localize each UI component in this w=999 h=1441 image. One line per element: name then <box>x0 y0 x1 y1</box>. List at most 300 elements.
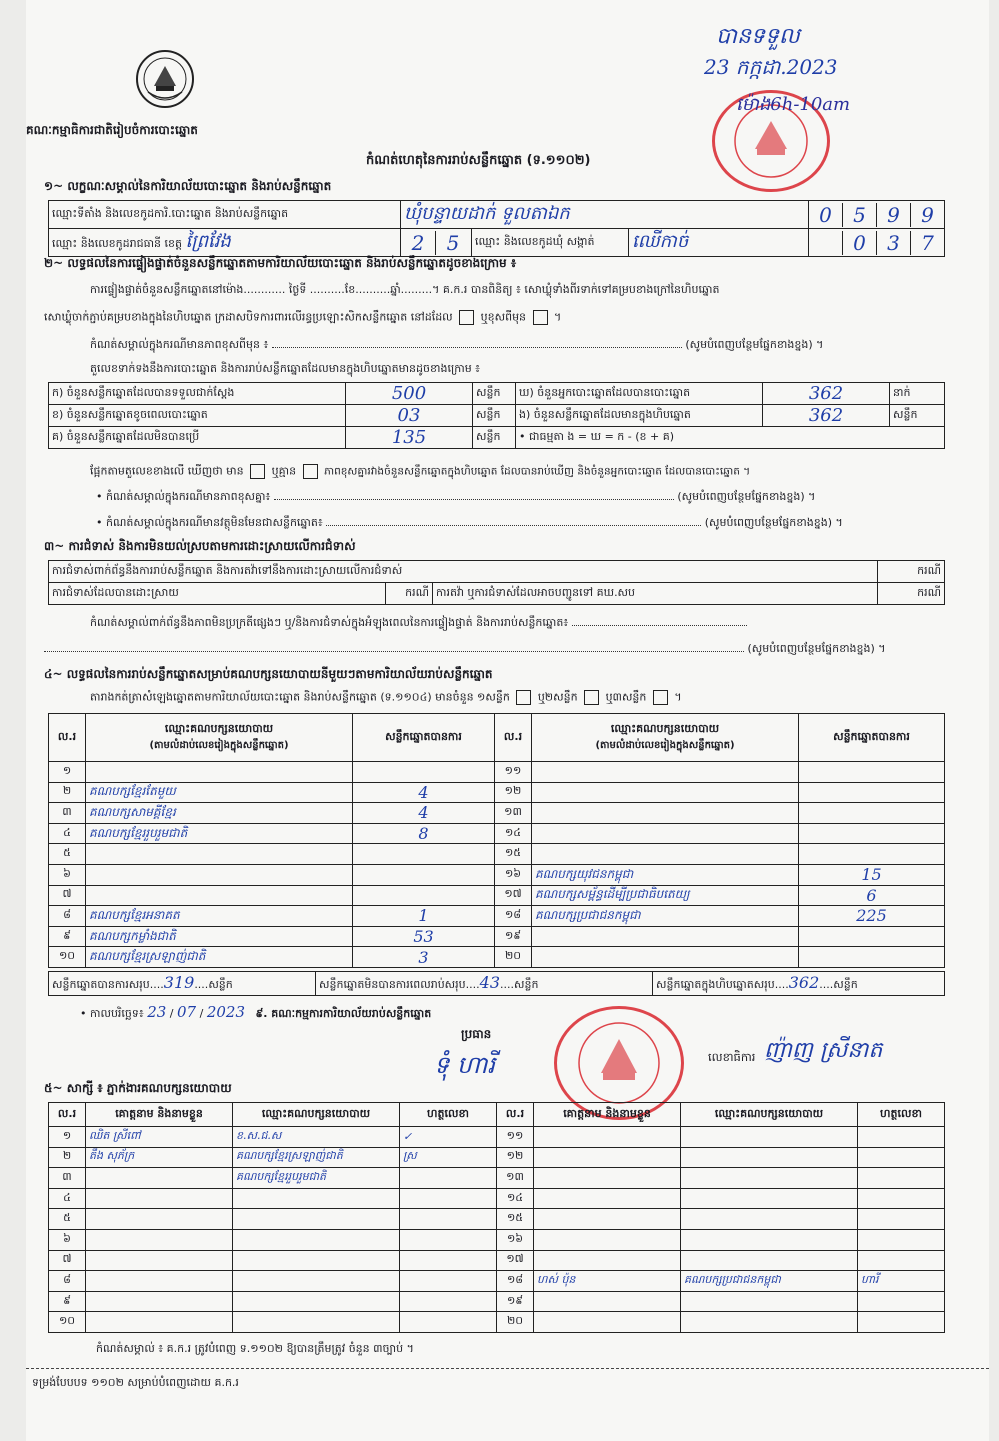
two-sheets-checkbox[interactable] <box>584 690 599 705</box>
party-name: គណបក្សខ្មែររួបរួមជាតិ <box>86 823 353 844</box>
party-name <box>532 844 799 865</box>
case-label: ករណី <box>878 583 945 605</box>
witness-name <box>534 1147 681 1168</box>
row-number: ១១ <box>495 762 532 783</box>
irregularity-field2[interactable] <box>44 651 744 652</box>
one-sheet-checkbox[interactable] <box>516 690 531 705</box>
irregularity-note-label: កំណត់សម្គាល់ពាក់ព័ន្ធនឹងភាពមិនប្រក្រតីផ្សេងៗ ឬ/និងការជំទាស់ក្នុងអំឡុងពេលនៃការផ្ទៀងផ្ទាត់ និងការរាប់សន្លឹកឆ្នោត៖ <box>90 616 569 629</box>
row-number: ៨ <box>49 906 86 927</box>
section2-heading: ២~ លទ្ធផលនៃការផ្ទៀងផ្ទាត់ចំនួនសន្លឹកឆ្នោតតាមការិយាល័យបោះឆ្នោត និងរាប់សន្លឹកឆ្នោតដូចខាងក្រោម ៖ <box>44 256 517 270</box>
vote-count <box>799 947 945 968</box>
vote-count: 225 <box>799 906 945 927</box>
witness-party <box>681 1250 858 1271</box>
witness-party <box>681 1229 858 1250</box>
col-signature: ហត្ថលេខា <box>858 1103 945 1127</box>
witness-table <box>48 1102 945 1333</box>
date-line: • កាលបរិច្ឆេទ៖ 23 / 07 / 2023 ៩. គណៈកម្មការការិយាល័យរាប់សន្លឹកឆ្នោត <box>80 1003 432 1021</box>
compare-line <box>90 464 750 481</box>
figure-e-value <box>763 405 890 427</box>
bullet2-label: • កំណត់សម្គាល់ក្នុងករណីមានវត្ថុមិនមែនជាសន្លឹកឆ្នោត៖ <box>96 516 323 529</box>
vote-count <box>353 885 495 906</box>
table-row <box>49 823 945 844</box>
code-digit: 0 <box>809 203 843 227</box>
witness-signature <box>858 1250 945 1271</box>
difference-note <box>90 338 823 354</box>
witness-signature <box>400 1188 497 1209</box>
witness-signature <box>400 1250 497 1271</box>
witness-party <box>681 1312 858 1333</box>
col-party: ឈ្មោះគណបក្សនយោបាយ <box>681 1103 858 1127</box>
three-sheets-checkbox[interactable] <box>653 690 668 705</box>
witness-signature <box>400 1271 497 1292</box>
witness-name <box>534 1168 681 1189</box>
row-number: ១២ <box>495 782 532 803</box>
appeal-label: ការតវ៉ា ឬការជំទាស់ដែលអាចបញ្ជូនទៅ គឃ.សប <box>433 583 878 605</box>
no-difference-label: ឬគ្មាន <box>271 464 297 478</box>
row-number: ៨ <box>49 1271 86 1292</box>
row-number: ១ <box>49 762 86 783</box>
col-no: ល.រ <box>495 714 532 762</box>
station-name <box>401 201 809 229</box>
table-row <box>49 1291 945 1312</box>
witness-name <box>86 1312 233 1333</box>
table-row <box>49 926 945 947</box>
table-row <box>49 1312 945 1333</box>
results-intro-text: តារាងកត់ត្រាសំឡេងឆ្នោតតាមការិយាល័យបោះឆ្នោត និងរាប់សន្លឹកឆ្នោត (ទ.១១០៤) មានចំនួន ១សន្លឹក <box>90 690 510 704</box>
figure-d-unit: នាក់ <box>890 383 945 405</box>
table-row <box>49 885 945 906</box>
bullet-nonballot <box>96 516 843 532</box>
witness-signature <box>400 1209 497 1230</box>
col-votes: សន្លឹកឆ្នោតបានការ <box>799 714 945 762</box>
col-party <box>86 714 353 762</box>
figure-b-unit: សន្លឹក <box>473 405 516 427</box>
row-number: ១៩ <box>497 1291 534 1312</box>
total-valid-label: សន្លឹកឆ្នោតបានការសរុប <box>52 978 150 991</box>
row-number: ១៥ <box>495 844 532 865</box>
witness-party <box>233 1250 400 1271</box>
witness-party <box>233 1209 400 1230</box>
witness-signature <box>400 1291 497 1312</box>
vote-count <box>799 823 945 844</box>
changed-label: ឬខុសពីមុន <box>480 310 527 324</box>
row-number: ១៤ <box>495 823 532 844</box>
row-number: ១៨ <box>495 906 532 927</box>
col-name: គោត្តនាម និងនាមខ្លួន <box>86 1103 233 1127</box>
col-signature: ហត្ថលេខា <box>400 1103 497 1127</box>
total-valid: សន្លឹកឆ្នោតបានការសរុប....319....សន្លឹក <box>49 972 316 996</box>
irregularity-note <box>90 616 747 632</box>
bullet-difference <box>96 490 815 506</box>
col-votes: សន្លឹកឆ្នោតបានការ <box>353 714 495 762</box>
changed-checkbox[interactable] <box>533 310 548 325</box>
date-month: 07 <box>177 1003 197 1021</box>
commune-value <box>629 229 809 257</box>
total-box-label: សន្លឹកឆ្នោតក្នុងហិបឆ្នោតសរុប <box>656 978 775 991</box>
bullet1-field[interactable] <box>274 499 674 500</box>
row-number: ១២ <box>497 1147 534 1168</box>
row-number: ៦ <box>49 1229 86 1250</box>
vote-count <box>799 762 945 783</box>
table-row <box>49 1271 945 1292</box>
witness-name <box>86 1291 233 1312</box>
total-invalid-value: 43 <box>479 973 500 992</box>
witness-party <box>681 1127 858 1148</box>
total-invalid: សន្លឹកឆ្នោតមិនបានការពេលរាប់សរុប....43....សន្លឹក <box>316 972 653 996</box>
row-number: ១៦ <box>495 864 532 885</box>
nec-emblem-icon <box>134 48 196 110</box>
witness-signature <box>858 1209 945 1230</box>
difference-note-field[interactable] <box>272 347 682 348</box>
witness-party <box>233 1291 400 1312</box>
witness-name: ឈិត ស្រីពៅ <box>86 1127 233 1148</box>
section5-heading: ៥~ សាក្សី ៖ ភ្នាក់ងារគណបក្សនយោបាយ <box>44 1081 232 1095</box>
witness-party <box>233 1312 400 1333</box>
fill-back-note: (សូមបំពេញបន្ថែមផ្នែកខាងខ្នង) ។ <box>704 516 843 529</box>
figure-b-label: ខ) ចំនួនសន្លឹកឆ្នោតខូចពេលបោះឆ្នោត <box>49 405 346 427</box>
row-number: ២ <box>49 782 86 803</box>
total-box: សន្លឹកឆ្នោតក្នុងហិបឆ្នោតសរុប....362....សន្លឹក <box>653 972 945 996</box>
witness-party: គណបក្សខ្មែររួបរួមជាតិ <box>233 1168 400 1189</box>
witness-party <box>681 1291 858 1312</box>
verification-line2-text: សោឃ្លុំចាក់ភ្ជាប់គម្របខាងក្នុងនៃហិបឆ្នោត ក្រដាសបិទការពារលើរន្ធប្រឡោះសិកសន្លឹកឆ្នោត នៅដដែល <box>44 310 453 324</box>
witness-party: គណបក្សប្រជាជនកម្ពុជា <box>681 1271 858 1292</box>
witness-party <box>681 1147 858 1168</box>
unit: សន្លឹក <box>833 978 858 991</box>
form-page <box>26 0 989 1441</box>
three-sheets-label: ឬ៣សន្លឹក <box>605 690 647 704</box>
date-day: 23 <box>147 1003 167 1021</box>
witness-party: គណបក្សខ្មែរស្រឡាញ់ជាតិ <box>233 1147 400 1168</box>
col-no: ល.រ <box>497 1103 534 1127</box>
figure-c-unit: សន្លឹក <box>473 427 516 449</box>
chair-signature: ទុំ ហារី <box>434 1051 495 1079</box>
compare-label: ផ្អែកតាមតួលេខខាងលើ ឃើញថា មាន <box>90 464 244 478</box>
witness-name <box>86 1168 233 1189</box>
row-number: ១៦ <box>497 1229 534 1250</box>
table-row <box>49 1229 945 1250</box>
table-row <box>49 1188 945 1209</box>
party-name <box>86 864 353 885</box>
figure-e-number: 362 <box>808 405 844 426</box>
table-row <box>49 1168 945 1189</box>
org-name: គណៈកម្មាធិការជាតិរៀបចំការបោះឆ្នោត <box>26 123 198 137</box>
party-name: គណបក្សយុវជនកម្ពុជា <box>532 864 799 885</box>
witness-name: តឹង សុភ័ក្រ <box>86 1147 233 1168</box>
code-digit: 9 <box>921 202 934 227</box>
witness-name <box>534 1250 681 1271</box>
col-no: ល.រ <box>49 714 86 762</box>
totals-table <box>48 971 945 996</box>
code-digit: 5 <box>446 230 460 255</box>
results-intro: តារាងកត់ត្រាសំឡេងឆ្នោតតាមការិយាល័យបោះឆ្នោត និងរាប់សន្លឹកឆ្នោត (ទ.១១០៤) មានចំនួន ១សន្លឹក ឬ២សន្លឹក ឬ៣សន្លឹក ។ <box>90 690 682 704</box>
no-difference-checkbox[interactable] <box>303 464 318 479</box>
witness-party <box>233 1271 400 1292</box>
row-number: ២០ <box>495 947 532 968</box>
vote-count <box>799 803 945 824</box>
witness-signature <box>858 1127 945 1148</box>
party-name <box>86 844 353 865</box>
witness-party <box>681 1188 858 1209</box>
verification-line2: សោឃ្លុំចាក់ភ្ជាប់គម្របខាងក្នុងនៃហិបឆ្នោត ក្រដាសបិទការពារលើរន្ធប្រឡោះសិកសន្លឹកឆ្នោត នៅដដែល ឬខុសពីមុន ។ <box>44 310 562 324</box>
has-difference-checkbox[interactable] <box>250 464 265 479</box>
row-number: ៥ <box>49 844 86 865</box>
witness-signature <box>400 1168 497 1189</box>
vote-count: 4 <box>353 803 495 824</box>
province-value: ព្រៃវែង <box>185 231 231 252</box>
row-number: ៤ <box>49 823 86 844</box>
complaints-row1: ការជំទាស់ពាក់ព័ន្ធនឹងការរាប់សន្លឹកឆ្នោត និងការតវ៉ាទៅនឹងការដោះស្រាយលើការជំទាស់ <box>49 561 878 583</box>
witness-signature <box>858 1229 945 1250</box>
vote-count <box>799 782 945 803</box>
col-party-title: ឈ្មោះគណបក្សនយោបាយ <box>164 722 274 735</box>
formula-text: ជាធម្មតា ង = ឃ = ក - (ខ + គ) <box>529 429 674 443</box>
witness-party: ខ.ស.ជ.ស <box>233 1127 400 1148</box>
commune-code <box>809 229 945 257</box>
table-row <box>49 864 945 885</box>
party-results-table <box>48 713 945 968</box>
irregularity-note-field[interactable] <box>572 625 747 626</box>
table-row <box>49 1250 945 1271</box>
footer-text: ទម្រង់បែបបទ ១១០២ សម្រាប់បំពេញដោយ គ.ក.រ <box>32 1376 239 1389</box>
table-row <box>49 844 945 865</box>
row-number: ៧ <box>49 885 86 906</box>
ballot-figures-table <box>48 382 945 449</box>
row-number: ១ <box>49 1127 86 1148</box>
row-number: ១៨ <box>497 1271 534 1292</box>
witness-name <box>534 1188 681 1209</box>
witness-name: ហស់ ប៉ុន <box>534 1271 681 1292</box>
bullet2-field[interactable] <box>326 525 701 526</box>
party-name: គណបក្សសាមគ្គីខ្មែរ <box>86 803 353 824</box>
fill-back-note: (សូមបំពេញបន្ថែមផ្នែកខាងខ្នង) ។ <box>685 338 824 351</box>
witness-name <box>86 1250 233 1271</box>
province-label <box>49 229 401 257</box>
party-name: គណបក្សខ្មែរស្រឡាញ់ជាតិ <box>86 947 353 968</box>
witness-name <box>86 1188 233 1209</box>
party-name: គណបក្សកម្លាំងជាតិ <box>86 926 353 947</box>
vote-count: 3 <box>353 947 495 968</box>
row-number: ៧ <box>49 1250 86 1271</box>
row-number: ១៣ <box>495 803 532 824</box>
witness-name <box>86 1271 233 1292</box>
witness-name <box>534 1127 681 1148</box>
form-title: កំណត់ហេតុនៃការរាប់សន្លឹកឆ្នោត (ទ.១១០២) <box>366 153 591 168</box>
witness-party <box>681 1168 858 1189</box>
col-name: គោត្តនាម និងនាមខ្លួន <box>534 1103 681 1127</box>
witness-name <box>534 1209 681 1230</box>
figure-a-label: ក) ចំនួនសន្លឹកឆ្នោតដែលបានទទួលជាក់ស្តែង <box>49 383 346 405</box>
difference-note-label: កំណត់សម្គាល់ក្នុងករណីមានភាពខុសពីមុន ៖ <box>90 338 269 351</box>
row-number: ១៩ <box>495 926 532 947</box>
row-number: ២០ <box>497 1312 534 1333</box>
row-number: ៩ <box>49 1291 86 1312</box>
witness-party <box>233 1188 400 1209</box>
vote-count <box>799 844 945 865</box>
row-number: ៥ <box>49 1209 86 1230</box>
figure-c-value <box>346 427 473 449</box>
row-number: ១០ <box>49 947 86 968</box>
row-number: ៦ <box>49 864 86 885</box>
province-label-text: ឈ្មោះ និងលេខកូដរាជធានី ខេត្ត <box>52 237 182 250</box>
vote-count: 8 <box>353 823 495 844</box>
figure-b-number: 03 <box>397 405 421 426</box>
table-row <box>49 762 945 783</box>
row-number: ១៧ <box>495 885 532 906</box>
code-digit: 0 <box>842 231 876 255</box>
party-name <box>86 885 353 906</box>
table-row <box>49 782 945 803</box>
witness-signature <box>858 1291 945 1312</box>
party-name <box>532 926 799 947</box>
witness-signature <box>400 1312 497 1333</box>
table-row <box>49 906 945 927</box>
secretary-signature: ញ៉ាញ ស្រីនាត <box>764 1038 883 1063</box>
vote-count <box>799 926 945 947</box>
figure-a-unit: សន្លឹក <box>473 383 516 405</box>
committee-label: ៩. គណៈកម្មការការិយាល័យរាប់សន្លឹកឆ្នោត <box>255 1007 432 1020</box>
party-name <box>532 823 799 844</box>
witness-name <box>86 1229 233 1250</box>
witness-name <box>534 1312 681 1333</box>
witness-name <box>534 1291 681 1312</box>
code-digit: 7 <box>910 231 944 255</box>
witness-party <box>681 1209 858 1230</box>
figure-e-unit: សន្លឹក <box>890 405 945 427</box>
section1-heading: ១~ លក្ខណៈសម្គាល់នៃការិយាល័យបោះឆ្នោត និងរាប់សន្លឹកឆ្នោត <box>44 179 332 193</box>
station-code <box>809 201 945 229</box>
table-row <box>49 1147 945 1168</box>
two-sheets-label: ឬ២សន្លឹក <box>537 690 578 704</box>
party-name: គណបក្សប្រជាជនកម្ពុជា <box>532 906 799 927</box>
party-name <box>86 762 353 783</box>
witness-signature: ហារី <box>858 1271 945 1292</box>
row-number: ១៤ <box>497 1188 534 1209</box>
witness-signature <box>858 1312 945 1333</box>
vote-count <box>353 864 495 885</box>
col-party-sub: (តាមលំដាប់លេខរៀងក្នុងសន្លឹកឆ្នោត) <box>149 740 289 751</box>
vote-count <box>353 844 495 865</box>
code-digit: 2 <box>401 231 436 255</box>
commune-label: ឈ្មោះ និងលេខកូដឃុំ សង្កាត់ <box>472 229 629 257</box>
witness-signature: ស្រ <box>400 1147 497 1168</box>
party-name: គណបក្សខ្មែរអនាគត <box>86 906 353 927</box>
section3-heading: ៣~ ការជំទាស់ និងការមិនយល់ស្របតាមការដោះស្រាយលើការជំទាស់ <box>44 539 356 553</box>
col-party-sub: (តាមលំដាប់លេខរៀងក្នុងសន្លឹកឆ្នោត) <box>595 740 735 751</box>
witness-signature: ✓ <box>400 1127 497 1148</box>
section4-heading: ៤~ លទ្ធផលនៃការរាប់សន្លឹកឆ្នោតសម្រាប់គណបក្សនយោបាយនីមួយៗតាមការិយាល័យរាប់សន្លឹកឆ្នោត <box>44 667 493 681</box>
code-digit: 3 <box>876 231 910 255</box>
col-no: ល.រ <box>49 1103 86 1127</box>
figures-intro: តួលេខទាក់ទងនឹងការបោះឆ្នោត និងការរាប់សន្លឹកឆ្នោតដែលមានក្នុងហិបឆ្នោតមានដូចខាងក្រោម ៖ <box>90 362 481 375</box>
unit: សន្លឹក <box>208 978 233 991</box>
figure-c-number: 135 <box>391 427 427 448</box>
footnote: កំណត់សម្គាល់ ៖ គ.ក.រ ត្រូវបំពេញ ទ.១១០២ ឱ្យបានត្រឹមត្រូវ ចំនួន ៣ច្បាប់ ។ <box>96 1342 414 1355</box>
fill-back-note: (សូមបំពេញបន្ថែមផ្នែកខាងខ្នង) ។ <box>677 490 816 503</box>
row-number: ៤ <box>49 1188 86 1209</box>
witness-name <box>534 1229 681 1250</box>
party-name <box>532 947 799 968</box>
chair-label: ប្រធាន <box>461 1027 492 1041</box>
figure-a-number: 500 <box>391 383 427 404</box>
unchanged-checkbox[interactable] <box>459 310 474 325</box>
vote-count <box>353 762 495 783</box>
total-box-value: 362 <box>788 973 820 992</box>
row-number: ១៧ <box>497 1250 534 1271</box>
received-time: ម៉ោង6h-10am <box>736 94 851 115</box>
figure-d-label: ឃ) ចំនួនអ្នកបោះឆ្នោតដែលបានបោះឆ្នោត <box>516 383 763 405</box>
table-row <box>49 947 945 968</box>
verification-line1: ការផ្ទៀងផ្ទាត់ចំនួនសន្លឹកឆ្នោតនៅម៉ោង............ ថ្ងៃទី ..........ខែ..........ឆ្នាំ.........។ គ.ក.រ បានពិនិត្យ ៖ សោឃ្លុំទាំងពីរទាក់ទៅគម្របខាងក្រៅនៃហិបឆ្នោត <box>90 283 720 296</box>
code-digit: 9 <box>877 203 911 227</box>
commune-value-text: ឈើកាច់ <box>632 231 689 252</box>
received-note: បានទទួល <box>716 24 800 49</box>
figure-c-label: គ) ចំនួនសន្លឹកឆ្នោតដែលមិនបានប្រើ <box>49 427 346 449</box>
complaints-table <box>48 560 945 605</box>
row-number: ២ <box>49 1147 86 1168</box>
party-name: គណបក្សសម្ព័ន្ធដើម្បីប្រជាធិបតេយ្យ <box>532 885 799 906</box>
fill-back-note: (សូមបំពេញបន្ថែមផ្នែកខាងខ្នង) ។ <box>747 642 886 655</box>
party-name <box>532 782 799 803</box>
col-party-title: ឈ្មោះគណបក្សនយោបាយ <box>610 722 720 735</box>
vote-count: 15 <box>799 864 945 885</box>
resolved-label: ការជំទាស់ដែលបានដោះស្រាយ <box>49 583 386 605</box>
row-number: ៣ <box>49 1168 86 1189</box>
witness-name <box>86 1209 233 1230</box>
station-name-value: ឃុំបន្ទាយដាក់ ទួលតាឯក <box>404 203 570 224</box>
figure-d-number: 362 <box>808 383 844 404</box>
vote-count: 53 <box>353 926 495 947</box>
row-number: ៩ <box>49 926 86 947</box>
witness-signature <box>858 1168 945 1189</box>
figure-d-value <box>763 383 890 405</box>
table-row <box>49 1127 945 1148</box>
received-date: 23 កក្កដា.2023 <box>704 55 838 79</box>
figure-e-label: ង) ចំនួនសន្លឹកឆ្នោតដែលមានក្នុងហិបឆ្នោត <box>516 405 763 427</box>
unit: សន្លឹក <box>514 978 539 991</box>
irregularity-line2 <box>44 642 886 658</box>
figure-a-value <box>346 383 473 405</box>
col-party: ឈ្មោះគណបក្សនយោបាយ <box>233 1103 400 1127</box>
case-label: ករណី <box>878 561 945 583</box>
witness-signature <box>400 1229 497 1250</box>
party-results-body <box>49 762 945 968</box>
row-number: ១១ <box>497 1127 534 1148</box>
party-name: គណបក្សខ្មែរតែមួយ <box>86 782 353 803</box>
row-number: ១០ <box>49 1312 86 1333</box>
table-row <box>49 803 945 824</box>
bullet1-label: • កំណត់សម្គាល់ក្នុងករណីមានភាពខុសគ្នា៖ <box>96 490 271 503</box>
total-invalid-label: សន្លឹកឆ្នោតមិនបានការពេលរាប់សរុប <box>319 978 466 991</box>
secretary-label: លេខាធិការ <box>708 1050 756 1064</box>
case-label: ករណី <box>386 583 433 605</box>
code-digit: 5 <box>843 203 877 227</box>
date-year: 2023 <box>206 1003 245 1021</box>
party-name <box>532 762 799 783</box>
witness-body <box>49 1127 945 1333</box>
station-label: ឈ្មោះទីតាំង និងលេខកូដការិ.បោះឆ្នោត និងរាប់សន្លឹកឆ្នោត <box>49 201 401 229</box>
vote-count: 6 <box>799 885 945 906</box>
witness-signature <box>858 1188 945 1209</box>
total-valid-value: 319 <box>163 973 195 992</box>
table-row <box>49 1209 945 1230</box>
province-code <box>401 229 472 257</box>
witness-party <box>233 1229 400 1250</box>
footer-divider <box>26 1368 989 1369</box>
date-label: កាលបរិច្ឆេទ៖ <box>90 1007 144 1020</box>
formula: • ជាធម្មតា ង = ឃ = ក - (ខ + គ) <box>516 427 945 449</box>
vote-count: 1 <box>353 906 495 927</box>
